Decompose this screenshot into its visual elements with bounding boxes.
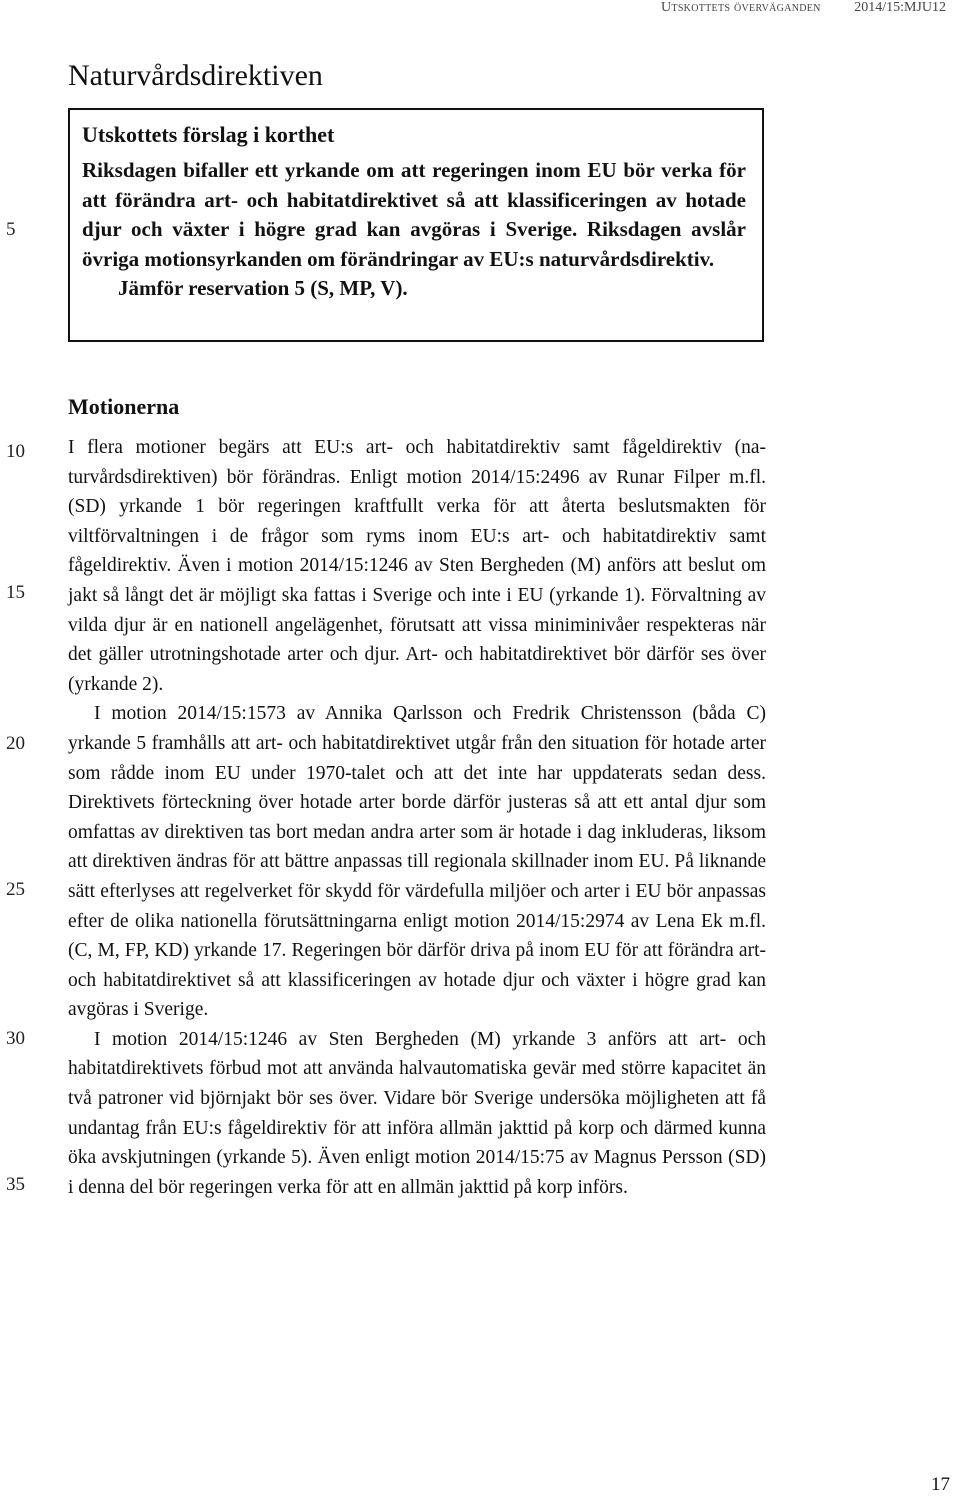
section-heading: Motionerna — [68, 394, 180, 419]
line-number: 35 — [6, 1174, 25, 1195]
line-number: 5 — [6, 219, 16, 240]
summary-heading: Utskottets förslag i korthet — [82, 122, 335, 147]
summary-reservation-ref: Jämför reservation 5 (S, MP, V). — [118, 276, 408, 300]
line-number: 30 — [6, 1028, 25, 1049]
paragraph-3: I motion 2014/15:1246 av Sten Bergheden (M) yrkande 3 anförs att art- och habitatdirektivets förbud mot att använda halvautomatiska gevär med större kapacitet än två patroner vid björnjakt bör ses över. Vidare bör Sverige undersöka möjligheten att få undantag från EU:s fågeldirektiv för att införa allmän jakttid på korp och därmed kunna öka avskjutningen (yrkande 5). Även enligt motion 2014/15:75 av Magnus Persson (SD) i denna del bör regeringen verka för att en allmän jakttid på korp införs. — [68, 1028, 766, 1198]
page-number: 17 — [931, 1474, 950, 1495]
running-header — [661, 0, 946, 16]
running-header-section: Utskottets överväganden — [661, 0, 821, 15]
summary-body: Riksdagen bifaller ett yrkande om att regeringen inom EU bör verka för att förändra art- och habitatdirektivet så att klassificeringen av hotade djur och växter i högre grad kan avgöras i Sverige. Riksdagen avslår övriga motionsyrkanden om förändringar av EU:s naturvårdsdirektiv. — [82, 158, 746, 271]
paragraph-1: I flera motioner begärs att EU:s art- och habitatdirektiv samt fågeldirektiv (naturvårdsdirektiven) bör förändras. Enligt motion 2014/15:2496 av Runar Filper m.fl. (SD) yrkande 1 bör regeringen kraftfullt verka för att återta beslutsmakten för viltförvaltningen i de frågor som ryms inom EU:s art- och habitatdirektiv samt fågeldirektiv. Även i motion 2014/15:1246 av Sten Bergheden (M) anförs att beslut om jakt så långt det är möjligt ska fattas i Sverige och inte i EU (yrkande 1). Förvaltning av vilda djur är en nationell angelägenhet, förutsatt att vissa miniminivåer respekteras när det gäller utrotningshotade arter och djur. Art- och habitatdirektivet bör därför ses över (yrkande 2). — [68, 437, 766, 695]
line-number: 15 — [6, 582, 25, 603]
page-title: Naturvårdsdirektiven — [68, 59, 323, 92]
body-text — [68, 433, 766, 1202]
line-number: 10 — [6, 441, 25, 462]
running-header-report-id: 2014/15:MJU12 — [854, 0, 946, 15]
line-number: 20 — [6, 733, 25, 754]
line-number: 25 — [6, 879, 25, 900]
paragraph-2: I motion 2014/15:1573 av Annika Qarlsson och Fredrik Christensson (båda C) yrkande 5 framhålls att art- och habitatdirektivet utgår från den situation för hotade arter som rådde inom EU under 1970-talet och att det inte har uppdaterats sedan dess. Direktivets förteckning över hotade arter borde därför justeras så att ett antal djur som omfattas av direktiven tas bort medan andra arter som är hotade i dag inkluderas, liksom att direktiven ändras för att bättre anpassas till regionala skillnader inom EU. På liknande sätt efterlyses att regelverket för skydd för värdefulla miljöer och arter i EU bör anpassas efter de olika nationella förutsättningarna enligt motion 2014/15:2974 av Lena Ek m.fl. (C, M, FP, KD) yrkande 17. Regeringen bör därför driva på inom EU för att förändra art- och habitatdirektivet så att klassificeringen av hotade djur och växter i högre grad kan avgöras i Sverige. — [68, 703, 766, 1021]
summary-box — [68, 108, 764, 342]
